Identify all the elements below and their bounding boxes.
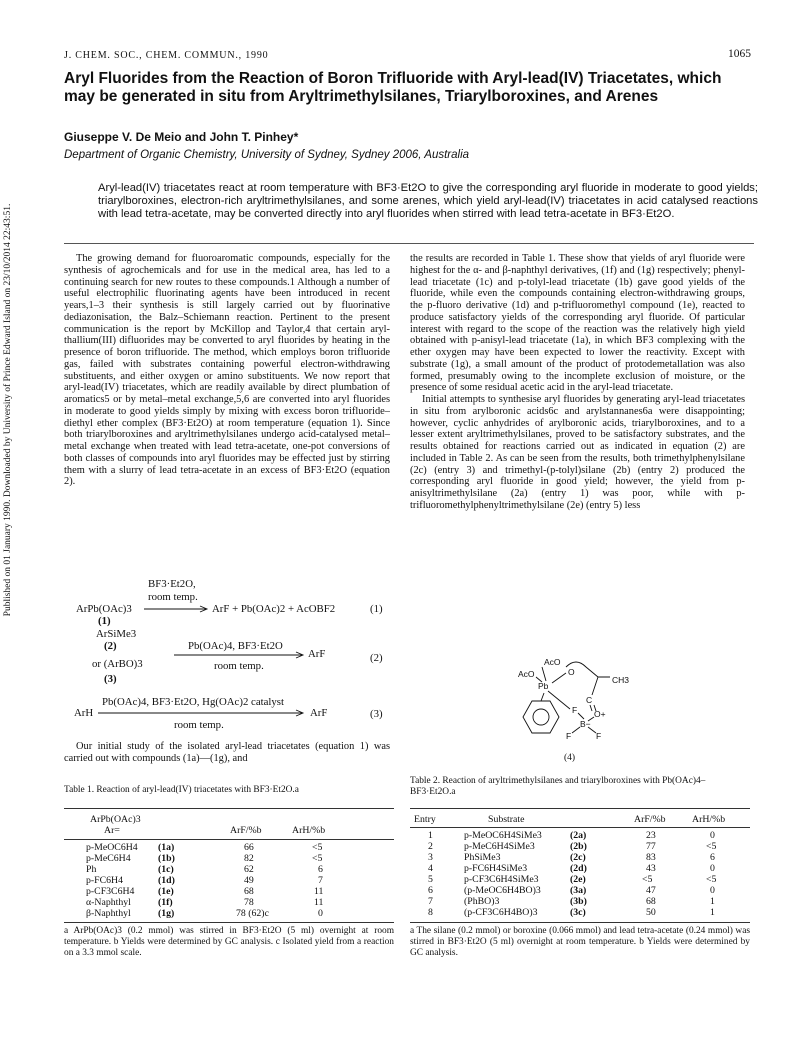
table-1 [64, 800, 394, 990]
table1-cell-arf: 49 [244, 875, 254, 886]
table1-cell-id: (1f) [158, 897, 173, 908]
table1-cell-arh: <5 [312, 842, 323, 853]
table2-cell-substrate: p-CF3C6H4SiMe3 [464, 874, 539, 885]
table-row [410, 863, 750, 874]
eq2-above-arrow: Pb(OAc)4, BF3·Et2O [188, 640, 283, 652]
left-paragraph-2: Our initial study of the isolated aryl-lead triacetates (equation 1) was carried out with compounds (1a)—(1g), and [64, 741, 390, 764]
eq2-product: ArF [308, 648, 326, 660]
table-row [410, 874, 750, 885]
table2-cell-substrate: (PhBO)3 [464, 896, 500, 907]
table2-cell-arh: 0 [710, 885, 715, 896]
table2-cell-arf: 23 [646, 830, 656, 841]
table-row [410, 885, 750, 896]
table1-bottom-rule [64, 922, 394, 923]
table1-cell-arf: 62 [244, 864, 254, 875]
fig4-atom-c: C [586, 695, 593, 705]
table1-cell-arh: 0 [318, 908, 323, 919]
authors: Giuseppe V. De Meio and John T. Pinhey* [64, 130, 299, 144]
structure-4-label: (4) [564, 753, 576, 763]
table2-cell-arf: 50 [646, 907, 656, 918]
table2-cell-arh: 0 [710, 863, 715, 874]
table2-cell-entry: 6 [428, 885, 433, 896]
table1-cell-ar: p-MeC6H4 [86, 853, 131, 864]
right-paragraph-1: the results are recorded in Table 1. These show that yields of aryl fluoride were highest for the α- and β-naphthyl derivatives, (1f) and (1g) respectively; phenyl-lead triacetate (1c) and p-tolyl-lead triacetate (1b) gave good yields of the fluoride, while even the compounds containing electron-withdrawing groups, the p-fluoro derivative (1d) and p-trifluoromethyl compound (1e), reacted to produce satisfactory yields of the corresponding aryl fluoride. Of particular interest with regard to the scope of the reaction was the relatively high yield obtained with p-anisyl-lead triacetate (1a), in which BF3 complexing with the ether oxygen may have been expected to lower the reactivity. Except with substrate (1g), a small amount of the product of protodemetallation was also formed, presumably owing to the incomplete exclusion of moisture, or the presence of some residual acetic acid in the aryl-lead triacetate. [410, 253, 745, 394]
table1-cell-id: (1b) [158, 853, 175, 864]
table1-cell-arf: 78 (62)c [236, 908, 269, 919]
right-paragraph-2: Initial attempts to synthesise aryl fluorides by generating aryl-lead triacetates in situ from arylboronic acids6c and arylstannanes6a were disappointing; however, cyclic anhydrides of arylboronic acids, triarylboroxines, and to a lesser extent aryltrimethylsilanes, proved to be satisfactory substrates, and the results obtained for reactions carried out as indicated in equation (2) are included in Table 2. As can be seen from the results, both trimethylphenylsilane (2c) (entry 3) and trimethyl-(p-tolyl)silane (2b) (entry 2) produced the corresponding aryl fluoride in good yield; however, the yield from p-anisyltrimethylsilane (2a) (entry 1) was poor, while with p-trifluoromethylphenyltrimethylsilane (2e) (entry 5) less [410, 394, 745, 511]
article-title: Aryl Fluorides from the Reaction of Boron Trifluoride with Aryl-lead(IV) Triacetates, which may be generated in situ from Aryltrimethylsilanes, Triarylboroxines, and Arenes [64, 70, 722, 105]
eq3-number: (3) [370, 708, 383, 720]
table2-header-rule [410, 827, 750, 828]
table2-cell-arf: <5 [642, 874, 653, 885]
journal-header: J. CHEM. SOC., CHEM. COMMUN., 1990 [64, 50, 269, 61]
equation-3 [64, 694, 394, 730]
title-divider [64, 243, 754, 244]
table2-cell-arh: 6 [710, 852, 715, 863]
table2-cell-arf: 47 [646, 885, 656, 896]
table1-cell-ar: β-Naphthyl [86, 908, 131, 919]
table2-cell-entry: 7 [428, 896, 433, 907]
fig4-atom-f1: F [572, 705, 578, 715]
eq1-products: ArF + Pb(OAc)2 + AcOBF2 [212, 603, 336, 615]
table-row [64, 842, 394, 853]
fig4-atom-b: B− [580, 719, 591, 729]
table1-cell-id: (1d) [158, 875, 175, 886]
table-2 [410, 800, 750, 990]
eq2-arrow [174, 650, 306, 660]
fig4-atom-ch3: CH3 [612, 675, 630, 685]
table2-cell-entry: 8 [428, 907, 433, 918]
table2-cell-arh: 1 [710, 896, 715, 907]
eq2-reactant-b: or (ArBO)3 [92, 658, 143, 670]
table2-cell-id: (3c) [570, 907, 586, 918]
table2-cell-arh: <5 [706, 874, 717, 885]
table2-cell-id: (2b) [570, 841, 587, 852]
eq3-arrow [98, 708, 306, 718]
table-row [410, 907, 750, 918]
table2-cell-id: (2e) [570, 874, 586, 885]
table1-cell-id: (1c) [158, 864, 174, 875]
table2-cell-substrate: (p-MeOC6H4BO)3 [464, 885, 541, 896]
right-column [410, 253, 745, 512]
table2-footnote: a The silane (0.2 mmol) or boroxine (0.066 mmol) and lead tetra-acetate (0.24 mmol) was stirred in BF3·Et2O (5 ml) overnight at room temperature. b Yields were determined by GC analysis. [410, 926, 750, 958]
table2-col-substrate: Substrate [488, 814, 525, 825]
fig4-atom-aco-2: AcO [518, 669, 535, 679]
eq1-reagent-line2: room temp. [148, 591, 198, 603]
download-sidebar-note: Published on 01 January 1990. Downloaded by University of Prince Edward Island on 23/10/2014 22:43:51. [3, 203, 13, 617]
table-row [410, 852, 750, 863]
table1-cell-arh: 6 [318, 864, 323, 875]
table1-cell-ar: α-Naphthyl [86, 897, 131, 908]
table2-cell-arh: 0 [710, 830, 715, 841]
abstract: Aryl-lead(IV) triacetates react at room temperature with BF3·Et2O to give the corresponding aryl fluoride in moderate to good yields; triarylboroxines, electron-rich aryltrimethylsilanes, and some arenes, which yield aryl-lead(IV) triacetates in acid catalysed reactions with lead tetra-acetate, may be converted directly into aryl fluorides when stirred with lead tetra-acetate in BF3·Et2O. [98, 182, 758, 220]
eq3-below-arrow: room temp. [174, 719, 224, 731]
table2-cell-substrate: p-FC6H4SiMe3 [464, 863, 528, 874]
left-column [64, 253, 390, 488]
table2-cell-entry: 3 [428, 852, 433, 863]
equation-1 [64, 576, 394, 626]
table1-col-arf: ArF/%b [230, 825, 262, 836]
table-row [64, 853, 394, 864]
eq2-reactant-a-label: (2) [104, 640, 117, 652]
table1-header-group: ArPb(OAc)3 [90, 814, 141, 825]
table2-cell-entry: 2 [428, 841, 433, 852]
eq3-reactant: ArH [74, 707, 94, 719]
table2-cell-substrate: p-MeC6H4SiMe3 [464, 841, 535, 852]
table1-cell-id: (1e) [158, 886, 174, 897]
table2-cell-id: (2a) [570, 830, 587, 841]
eq2-reactant-a: ArSiMe3 [96, 628, 137, 640]
table1-cell-ar: p-CF3C6H4 [86, 886, 135, 897]
table2-cell-id: (2d) [570, 863, 587, 874]
table1-caption: Table 1. Reaction of aryl-lead(IV) triacetates with BF3·Et2O.a [64, 785, 299, 795]
structure-4-diagram [508, 653, 648, 768]
table2-cell-arh: 1 [710, 907, 715, 918]
table1-cell-id: (1g) [158, 908, 175, 919]
table1-cell-arf: 68 [244, 886, 254, 897]
table1-cell-arh: <5 [312, 853, 323, 864]
table2-bottom-rule [410, 922, 750, 923]
table1-top-rule [64, 808, 394, 809]
table2-cell-entry: 4 [428, 863, 433, 874]
fig4-atom-f3: F [596, 731, 602, 741]
table2-cell-entry: 5 [428, 874, 433, 885]
table2-cell-substrate: p-MeOC6H4SiMe3 [464, 830, 542, 841]
table2-cell-arh: <5 [706, 841, 717, 852]
table1-cell-arf: 82 [244, 853, 254, 864]
table1-col-ar: Ar= [104, 825, 120, 836]
eq3-product: ArF [310, 707, 328, 719]
table1-cell-ar: p-MeOC6H4 [86, 842, 138, 853]
page-number: 1065 [728, 48, 751, 60]
eq3-above-arrow: Pb(OAc)4, BF3·Et2O, Hg(OAc)2 catalyst [102, 696, 285, 708]
table1-col-arh: ArH/%b [292, 825, 326, 836]
fig4-bonds [523, 662, 610, 733]
table2-caption: Table 2. Reaction of aryltrimethylsilanes and triarylboroxines with Pb(OAc)4–BF3·Et2O.a [410, 776, 706, 797]
table-row [64, 897, 394, 908]
fig4-atom-aco-1: AcO [544, 657, 561, 667]
table-row [410, 841, 750, 852]
eq2-number: (2) [370, 652, 383, 664]
table2-cell-arf: 77 [646, 841, 656, 852]
table-row [64, 864, 394, 875]
fig4-atom-oplus: O+ [594, 709, 606, 719]
eq2-below-arrow: room temp. [214, 660, 264, 672]
table-row [64, 886, 394, 897]
table-row [64, 908, 394, 919]
left-paragraph-1: The growing demand for fluoroaromatic compounds, especially for the synthesis of agrochemicals and for use in the medical area, has led to a continuing search for new routes to these compounds.1 Although a number of useful electrophilic fluorinating agents have been introduced in recent years,1–3 their synthesis is still largely carried out by fluorinative dediazonisation, the Balz–Schiemann reaction. Pertinent to the present communication is the report by McKillop and Taylor,4 that certain aryl-thallium(III) difluorides may be converted to aryl fluorides by heating in the presence of boron trifluoride. The method, which employs boron trifluoride gas, failed with substrates containing powerful electron-withdrawing substituents, and either oxygen or amino substituents. We now report that aryl-lead(IV) triacetates, which are readily available by direct plumbation of aromatics5 or by metal–metal exchange,5,6 are converted into aryl fluorides in moderate to good yields simply by mixing with excess boron trifluoride–diethyl ether complex (BF3·Et2O) at room temperature (equation 1). Since both triarylboroxines and aryltrimethylsilanes undergo acid-catalysed metal–metal exchange when treated with lead tetra-acetate, one-pot conversions of both classes of compounds into aryl fluorides may be effected just by stirring them with a slurry of lead tetra-acetate in an excess of BF3·Et2O (equation 2). [64, 253, 390, 488]
table2-cell-substrate: PhSiMe3 [464, 852, 501, 863]
table-row [64, 875, 394, 886]
fig4-atom-pb: Pb [538, 681, 549, 691]
table1-cell-arf: 78 [244, 897, 254, 908]
table2-cell-substrate: (p-CF3C6H4BO)3 [464, 907, 538, 918]
eq1-arrow [144, 604, 210, 614]
table2-cell-id: (3b) [570, 896, 587, 907]
table-row [410, 830, 750, 841]
table1-header-rule [64, 839, 394, 840]
table1-cell-arh: 11 [314, 886, 324, 897]
table2-top-rule [410, 808, 750, 809]
table2-col-arh: ArH/%b [692, 814, 726, 825]
table2-cell-id: (2c) [570, 852, 586, 863]
table1-cell-id: (1a) [158, 842, 175, 853]
eq1-number: (1) [370, 603, 383, 615]
table1-cell-arf: 66 [244, 842, 254, 853]
eq2-reactant-b-label: (3) [104, 673, 117, 685]
table2-cell-id: (3a) [570, 885, 587, 896]
table1-cell-arh: 11 [314, 897, 324, 908]
table2-col-arf: ArF/%b [634, 814, 666, 825]
table2-cell-arf: 43 [646, 863, 656, 874]
table2-cell-arf: 68 [646, 896, 656, 907]
eq1-reactant: ArPb(OAc)3 [76, 603, 132, 615]
fig4-atom-o: O [568, 667, 575, 677]
affiliation: Department of Organic Chemistry, University of Sydney, Sydney 2006, Australia [64, 149, 470, 161]
table1-cell-ar: Ph [86, 864, 97, 875]
table1-cell-ar: p-FC6H4 [86, 875, 124, 886]
table2-col-entry: Entry [414, 814, 436, 825]
table1-footnote: a ArPb(OAc)3 (0.2 mmol) was stirred in BF3·Et2O (5 ml) overnight at room temperature. b Yields were determined by GC analysis. c Isolated yield from a reaction on a 3.3 mmol scale. [64, 926, 394, 958]
fig4-atom-f2: F [566, 731, 572, 741]
table2-cell-arf: 83 [646, 852, 656, 863]
table1-cell-arh: 7 [318, 875, 323, 886]
table-row [410, 896, 750, 907]
table2-cell-entry: 1 [428, 830, 433, 841]
equation-2 [64, 628, 394, 688]
eq1-reagent-line1: BF3·Et2O, [148, 578, 196, 590]
eq1-reactant-label: (1) [98, 615, 111, 627]
